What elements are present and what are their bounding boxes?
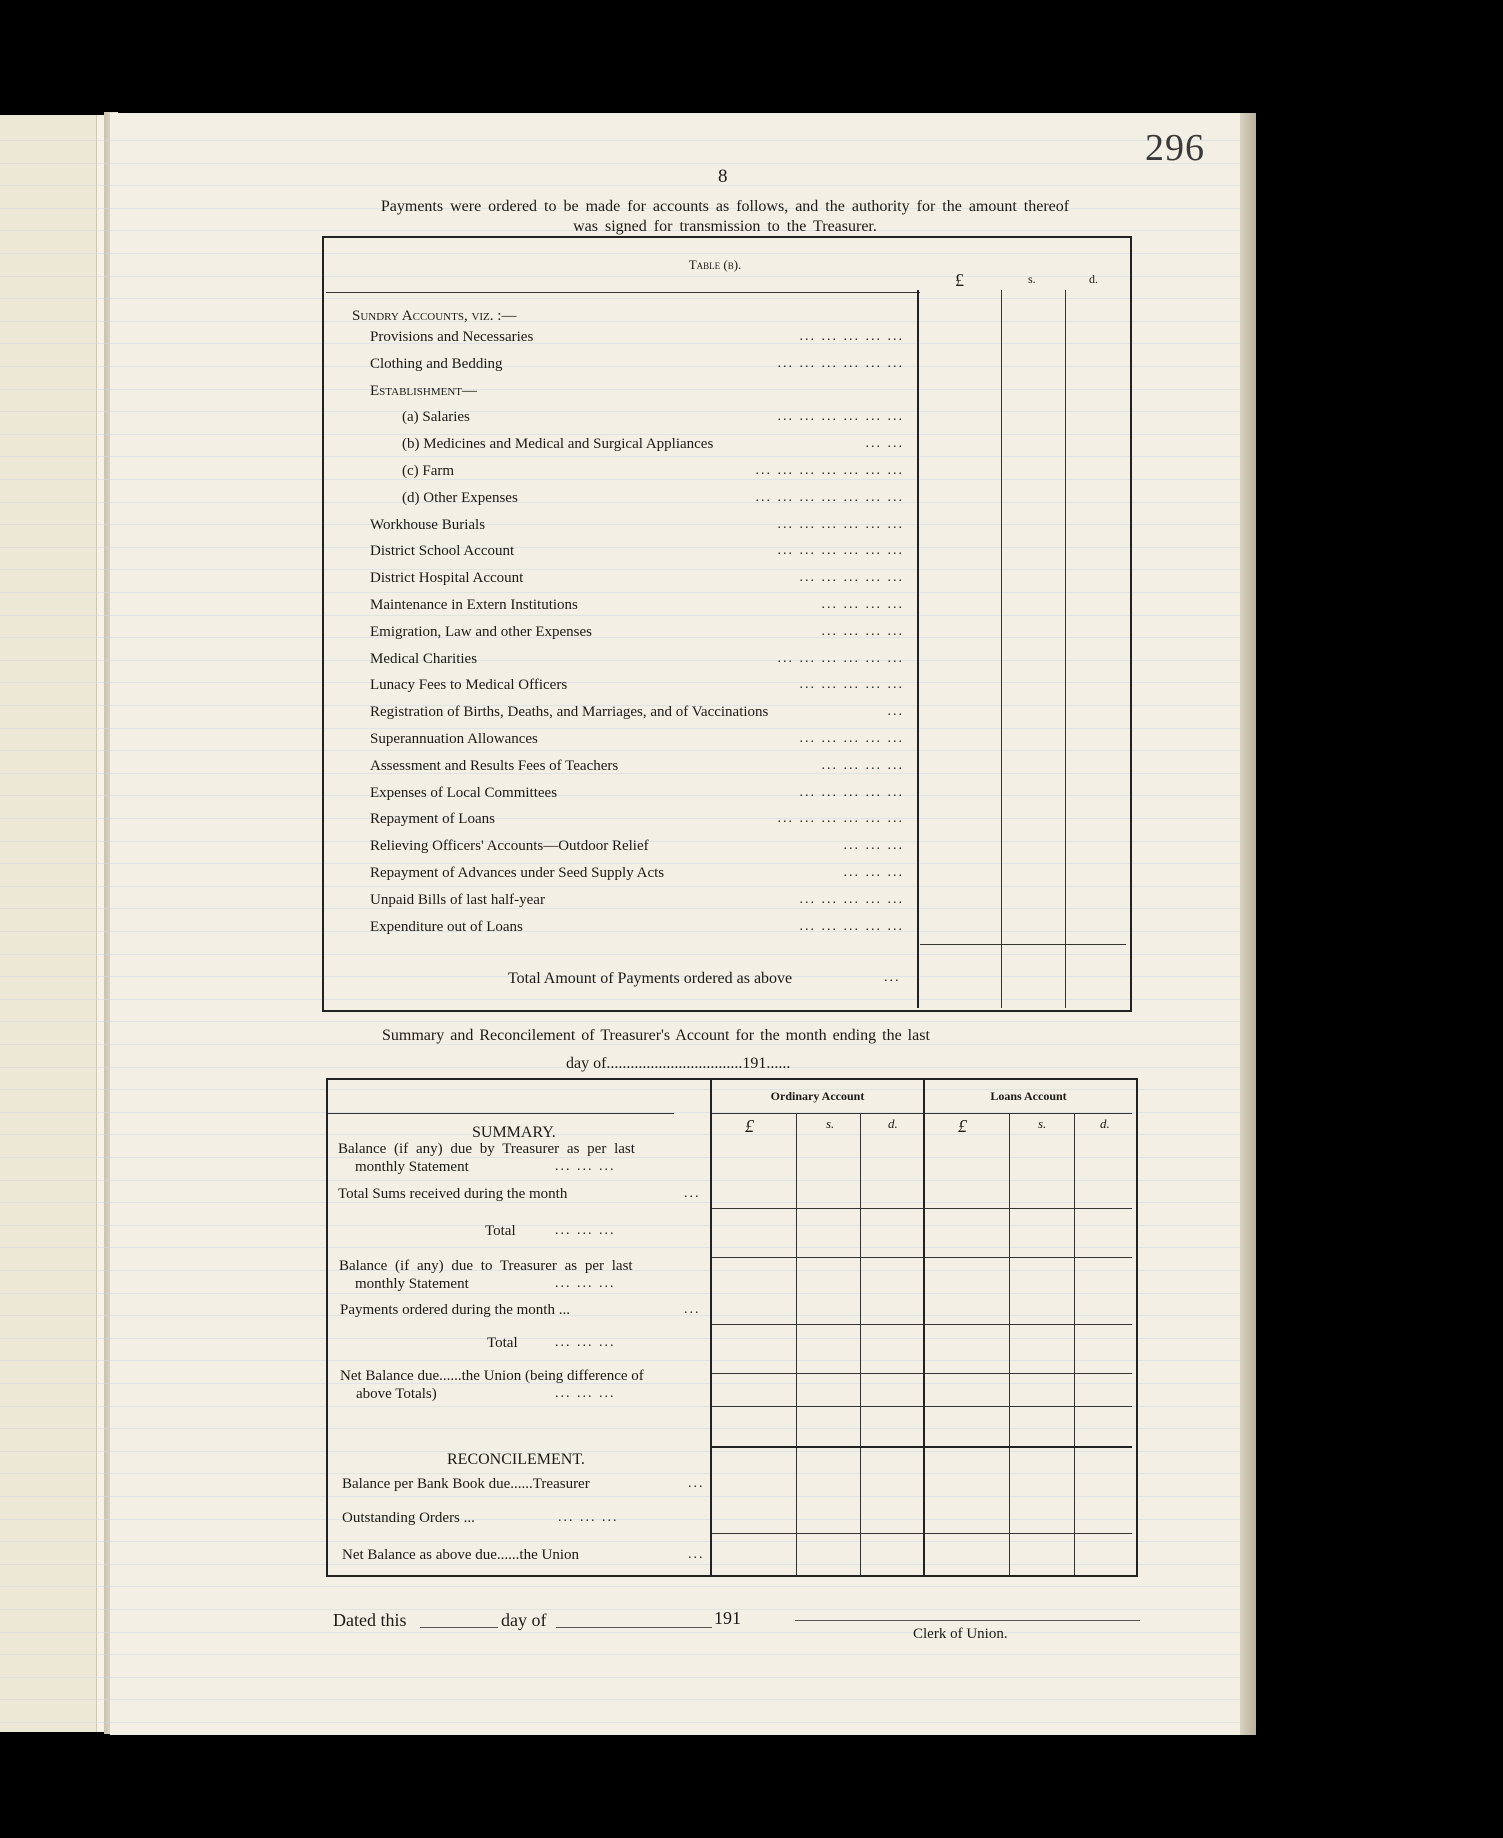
intro-text: Payments were ordered to be made for accounts as follows, and the authority for the amount thereof was signed for transmission to the Treasurer. <box>380 198 1070 235</box>
table-b-row-label: Workhouse Burials <box>370 517 486 533</box>
leader-dots: ... ... ... ... ... <box>799 677 904 692</box>
leader-dots: ... ... ... <box>843 865 904 880</box>
ordinary-account-header: Ordinary Account <box>770 1089 865 1103</box>
ruled-line <box>0 1699 1240 1700</box>
total-payments-dots: ... <box>884 970 901 985</box>
dots: ... ... ... <box>555 1386 616 1401</box>
left-page <box>0 115 100 1732</box>
month-blank <box>556 1627 712 1628</box>
balance-by-treasurer-l1: Balance (if any) due by Treasurer as per last <box>338 1141 635 1157</box>
leader-dots: ... ... ... ... ... <box>799 785 904 800</box>
leader-dots: ... ... ... ... ... <box>799 731 904 746</box>
total-receipts: Total <box>485 1223 516 1239</box>
dots: ... ... ... <box>558 1510 619 1525</box>
leader-dots: ... <box>887 704 904 719</box>
page-number: 8 <box>718 166 728 187</box>
table-b-row-label: Lunacy Fees to Medical Officers <box>370 677 568 693</box>
reconcilement-title: RECONCILEMENT. <box>447 1451 585 1468</box>
leader-dots: ... ... ... ... ... ... <box>777 543 904 558</box>
leader-dots: ... ... ... ... ... ... <box>777 811 904 826</box>
ruled-line <box>0 1609 1240 1610</box>
table-b-row-label: (a) Salaries <box>402 409 470 425</box>
summary-row-line <box>712 1533 1132 1534</box>
summary-title: SUMMARY. <box>472 1124 556 1141</box>
dots: ... <box>688 1476 705 1491</box>
year-prefix: 191 <box>714 1608 741 1628</box>
loans-account-header: Loans Account <box>990 1089 1067 1103</box>
summary-row-line <box>712 1373 1132 1374</box>
table-b-row-label: Emigration, Law and other Expenses <box>370 624 593 640</box>
clerk-signature-line <box>795 1620 1140 1621</box>
summary-heading-line2: day of..................................191...... <box>566 1055 791 1072</box>
dots: ... <box>684 1302 701 1317</box>
shillings-head: s. <box>826 1116 835 1131</box>
day-of-label: day of <box>501 1610 547 1630</box>
summary-row-line <box>712 1257 1132 1258</box>
outstanding-orders: Outstanding Orders ... <box>342 1510 475 1526</box>
summary-row-line <box>712 1406 1132 1407</box>
summary-row-line <box>712 1446 1132 1448</box>
ruled-line <box>0 1021 1240 1022</box>
ruled-line <box>0 163 1240 164</box>
summary-heading-line1: Summary and Reconcilement of Treasurer's Account for the month ending the last <box>382 1027 930 1044</box>
ruled-line <box>0 1722 1240 1723</box>
ruled-line <box>0 140 1240 141</box>
total-payments-label: Total Amount of Payments ordered as above <box>508 970 793 987</box>
table-b-row-label: Repayment of Loans <box>370 811 495 827</box>
table-b-row-label: Repayment of Advances under Seed Supply Acts <box>370 865 665 881</box>
ruled-line <box>0 1632 1240 1633</box>
leader-dots: ... ... ... ... ... <box>799 329 904 344</box>
leader-dots: ... ... ... ... ... ... <box>777 517 904 532</box>
ruled-line <box>0 185 1240 186</box>
net-balance-l2: above Totals) <box>356 1386 437 1402</box>
table-b-row-label: (c) Farm <box>402 463 455 479</box>
leader-dots: ... ... ... ... ... ... <box>777 651 904 666</box>
pounds-head: £ <box>745 1116 754 1136</box>
table-b-row-label: District School Account <box>370 543 515 559</box>
table-b-row-label: Clothing and Bedding <box>370 356 503 372</box>
leader-dots: ... ... ... ... ... <box>799 570 904 585</box>
leader-dots: ... ... ... <box>843 838 904 853</box>
leader-dots: ... ... ... ... ... ... <box>777 409 904 424</box>
table-b-row-label: Unpaid Bills of last half-year <box>370 892 545 908</box>
table-b-title: Table (b). <box>688 257 742 272</box>
pence-head: d. <box>1100 1116 1110 1131</box>
pounds-head: £ <box>958 1116 967 1136</box>
table-b-row-label: Medical Charities <box>370 651 478 667</box>
table-b-row-label: (b) Medicines and Medical and Surgical Appliances <box>402 436 714 452</box>
balance-by-treasurer-l2: monthly Statement <box>355 1159 469 1175</box>
table-b-row-label: Superannuation Allowances <box>370 731 538 747</box>
dots: ... <box>684 1186 701 1201</box>
leader-dots: ... ... ... ... ... <box>799 919 904 934</box>
clerk-of-union: Clerk of Union. <box>913 1626 1008 1642</box>
leader-dots: ... ... ... ... ... ... <box>777 356 904 371</box>
payments-ordered: Payments ordered during the month ... <box>340 1302 570 1318</box>
table-b-row-label: Expenses of Local Committees <box>370 785 558 801</box>
table-b-row-label: Assessment and Results Fees of Teachers <box>370 758 619 774</box>
leader-dots: ... ... <box>865 436 904 451</box>
table-b-row-label: District Hospital Account <box>370 570 524 586</box>
bank-book-balance: Balance per Bank Book due......Treasurer <box>342 1476 590 1492</box>
table-b-row-label: (d) Other Expenses <box>402 490 518 506</box>
net-balance-l1: Net Balance due......the Union (being difference of <box>340 1368 644 1384</box>
balance-to-treasurer-l2: monthly Statement <box>355 1276 469 1292</box>
table-b-row-label: Relieving Officers' Accounts—Outdoor Relief <box>370 838 649 854</box>
day-blank <box>420 1627 498 1628</box>
total-payments: Total <box>487 1335 518 1351</box>
table-b-row-label: Establishment— <box>370 383 478 399</box>
table-b-row-label: Maintenance in Extern Institutions <box>370 597 578 613</box>
col-pence: d. <box>1089 272 1098 286</box>
summary-row-line <box>712 1208 1132 1209</box>
leader-dots: ... ... ... ... ... ... ... <box>755 490 904 505</box>
dots: ... ... ... <box>555 1159 616 1174</box>
leader-dots: ... ... ... ... <box>821 597 904 612</box>
folio-number: 296 <box>1145 127 1205 169</box>
balance-to-treasurer-l1: Balance (if any) due to Treasurer as per last <box>339 1258 633 1274</box>
dots: ... ... ... <box>555 1276 616 1291</box>
page-edge <box>1240 113 1256 1735</box>
col-pounds: £ <box>955 270 964 290</box>
shillings-head: s. <box>1038 1116 1047 1131</box>
net-balance-above: Net Balance as above due......the Union <box>342 1547 580 1563</box>
dots: ... <box>688 1547 705 1562</box>
section-heading: Sundry Accounts, viz. :— <box>352 308 517 324</box>
pence-head: d. <box>888 1116 898 1131</box>
dots: ... ... ... <box>555 1335 616 1350</box>
sums-received: Total Sums received during the month <box>338 1186 568 1202</box>
table-b-row-label: Expenditure out of Loans <box>370 919 523 935</box>
col-shillings: s. <box>1028 272 1036 286</box>
leader-dots: ... ... ... ... ... ... ... <box>755 463 904 478</box>
ruled-line <box>0 1586 1240 1587</box>
dated-this-label: Dated this <box>333 1610 407 1630</box>
ruled-line <box>0 1654 1240 1655</box>
leader-dots: ... ... ... ... ... <box>799 892 904 907</box>
table-b-row-label: Provisions and Necessaries <box>370 329 534 345</box>
ruled-line <box>0 1677 1240 1678</box>
leader-dots: ... ... ... ... <box>821 624 904 639</box>
leader-dots: ... ... ... ... <box>821 758 904 773</box>
table-b-row-label: Registration of Births, Deaths, and Marriages, and of Vaccinations <box>370 704 769 720</box>
dots: ... ... ... <box>555 1223 616 1238</box>
summary-row-line <box>712 1324 1132 1325</box>
